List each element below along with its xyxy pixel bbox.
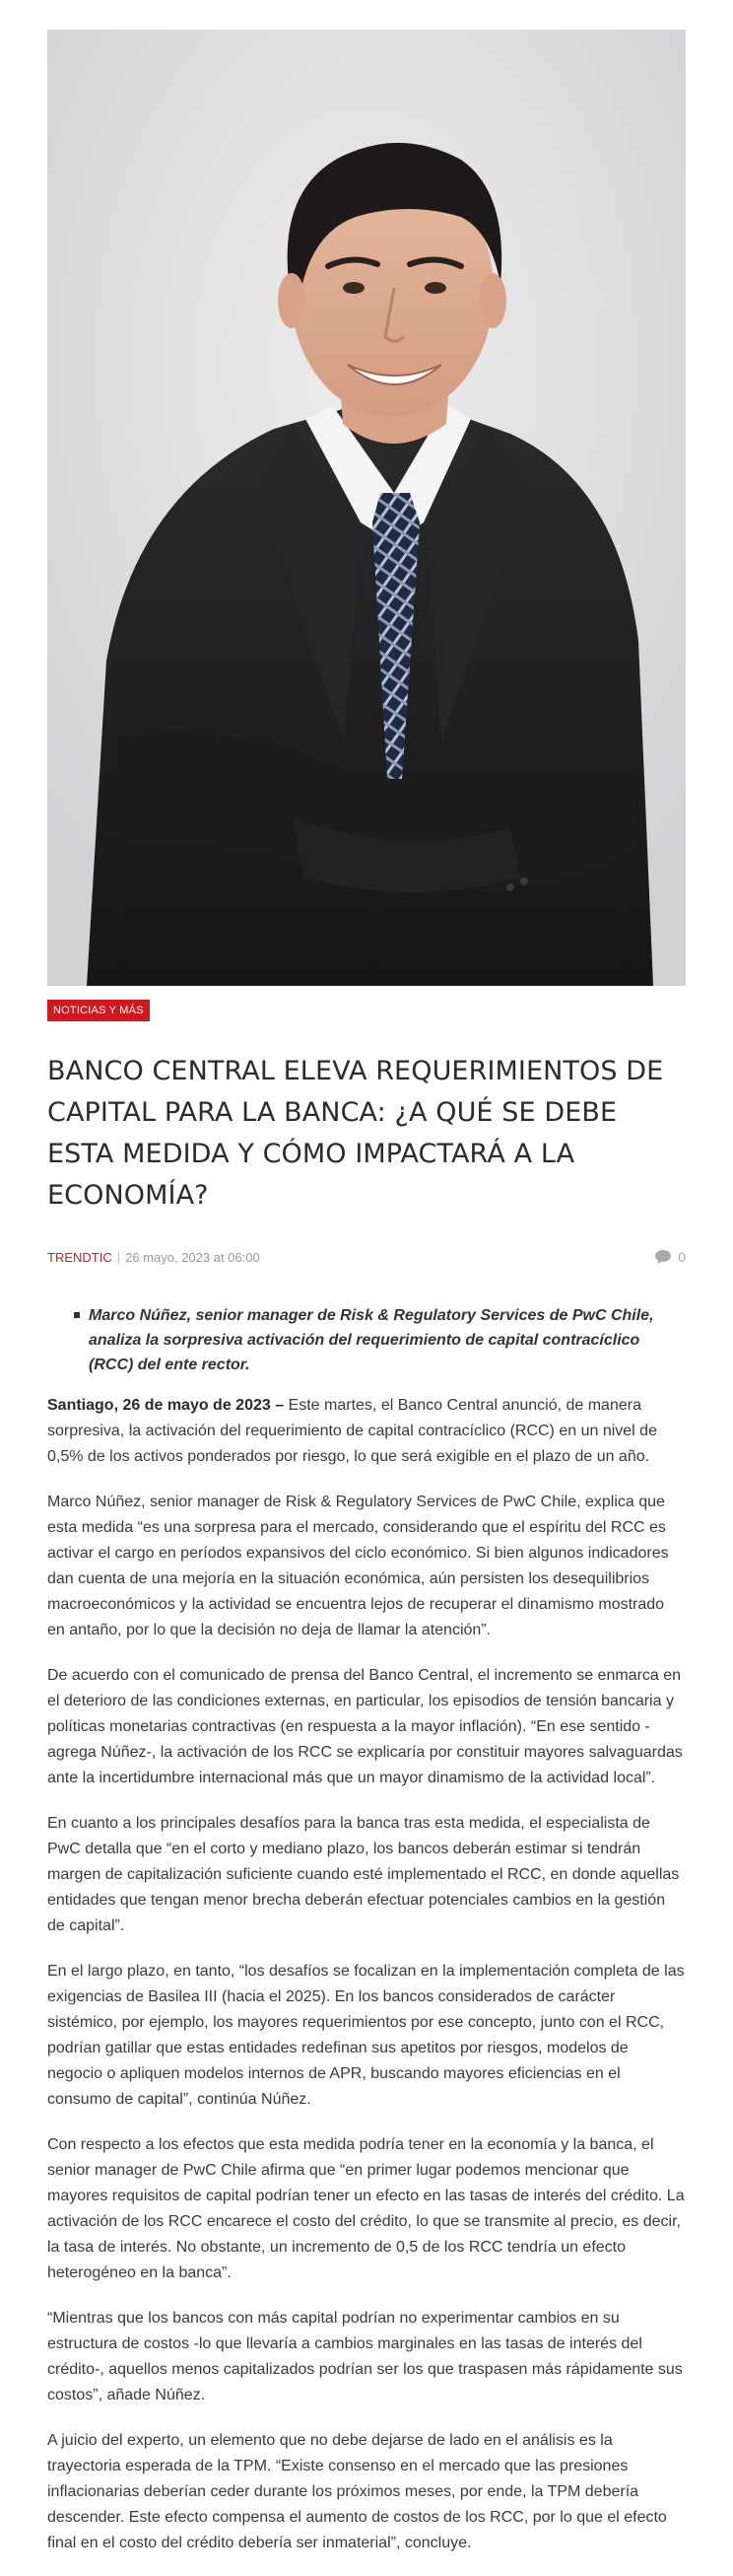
summary-text: Marco Núñez, senior manager de Risk & Regulatory Services de PwC Chile, analiza la sorpresiva activación del requerimiento de capital contracíclico (RCC) del ente rector. [89,1307,654,1373]
bullet-icon [74,1312,80,1318]
summary-list [47,1303,686,1377]
paragraph-text: Este martes, el Banco Central anunció, de manera sorpresiva, la activación del requerimiento de capital contracíclico (RCC) en un nivel de 0,5% de los activos ponderados por riesgo, lo que será exigible en el plazo de un año. [47,1397,657,1465]
paragraph: En cuanto a los principales desafíos para la banca tras esta medida, el especialista de PwC detalla que “en el corto y mediano plazo, los bancos deberán estimar si tendrán margen de capitalización suficiente cuando esté implementado el RCC, en donde aquellas entidades que tengan menor brecha deberán efectuar potenciales cambios en la gestión de capital”. [47,1815,680,1934]
paragraph: Con respecto a los efectos que esta medida podría tener en la economía y la banca, el senior manager de PwC Chile afirma que “en primer lugar podemos mencionar que mayores requisitos de capital podrían tener un efecto en las tasas de interés del crédito. La activación de los RCC encarece el costo del crédito, lo que se transmite al precio, es decir, la tasa de interés. No obstante, un incremento de 0,5 de los RCC tendría un efecto heterogéneo en la banca”. [47,2136,685,2281]
hero-image [47,30,686,986]
byline-separator: | [116,1249,121,1265]
paragraph: De acuerdo con el comunicado de prensa del Banco Central, el incremento se enmarca en el deterioro de las condiciones externas, en particular, los episodios de tensión bancaria y políticas monetarias contractivas (en respuesta a la mayor inflación). “En ese sentido -agrega Núñez-, la activación de los RCC se explicaría por constituir mayores salvaguardas ante la incertidumbre internacional más que un mayor dinamismo de la actividad local”. [47,1667,683,1786]
comment-count: 0 [678,1249,686,1265]
publish-date: 26 mayo, 2023 at 06:00 [125,1249,260,1265]
paragraph [47,1393,686,1470]
category-badge[interactable]: NOTICIAS Y MÁS [47,1000,150,1021]
article [47,30,686,2576]
author-link[interactable]: TRENDTIC [47,1249,112,1265]
byline [47,1250,260,1265]
comments-link[interactable] [654,1249,686,1265]
summary-item [89,1303,686,1377]
article-meta [47,1246,686,1268]
lead-location: Santiago, 26 de mayo de 2023 – [47,1397,285,1414]
article-headline: BANCO CENTRAL ELEVA REQUERIMIENTOS DE CAPITAL PARA LA BANCA: ¿A QUÉ SE DEBE ESTA MEDIDA Y CÓMO IMPACTARÁ A LA ECONOMÍA? [47,1056,664,1211]
person-portrait-image [47,30,686,986]
paragraph: Marco Núñez, senior manager de Risk & Regulatory Services de PwC Chile, explica que esta medida “es una sorpresa para el mercado, considerando que el espíritu del RCC es activar el cargo en períodos expansivos del ciclo económico. Si bien algunos indicadores dan cuenta de una mejoría en la situación económica, aún persisten los desequilibrios macroeconómicos y la actividad se encuentra lejos de recuperar el dinamismo mostrado en antaño, por lo que la decisión no deja de llamar la atención”. [47,1494,669,1638]
comment-icon [654,1249,672,1265]
article-body [47,1393,686,2556]
paragraph: A juicio del experto, un elemento que no debe dejarse de lado en el análisis es la trayectoria esperada de la TPM. “Existe consenso en el mercado que las presiones inflacionarias deberían ceder durante los próximos meses, por ende, la TPM debería descender. Este efecto compensa el aumento de costos de los RCC, por lo que el efecto final en el costo del crédito debería ser inmaterial”, concluye. [47,2432,667,2551]
paragraph: “Mientras que los bancos con más capital podrían no experimentar cambios en su estructura de costos -lo que llevaría a cambios marginales en las tasas de interés del crédito-, aquellos menos capitalizados podrían ser los que traspasen más rápidamente sus costos”, añade Núñez. [47,2310,683,2403]
paragraph: En el largo plazo, en tanto, “los desafíos se focalizan en la implementación completa de las exigencias de Basilea III (hacia el 2025). En los bancos considerados de carácter sistémico, por ejemplo, los mayores requerimientos por ese concepto, junto con el RCC, podrían gatillar que estas entidades redefinan sus apetitos por riesgos, modelos de negocio o apliquen modelos internos de APR, buscando mayores eficiencias en el consumo de capital”, continúa Núñez. [47,1963,685,2108]
